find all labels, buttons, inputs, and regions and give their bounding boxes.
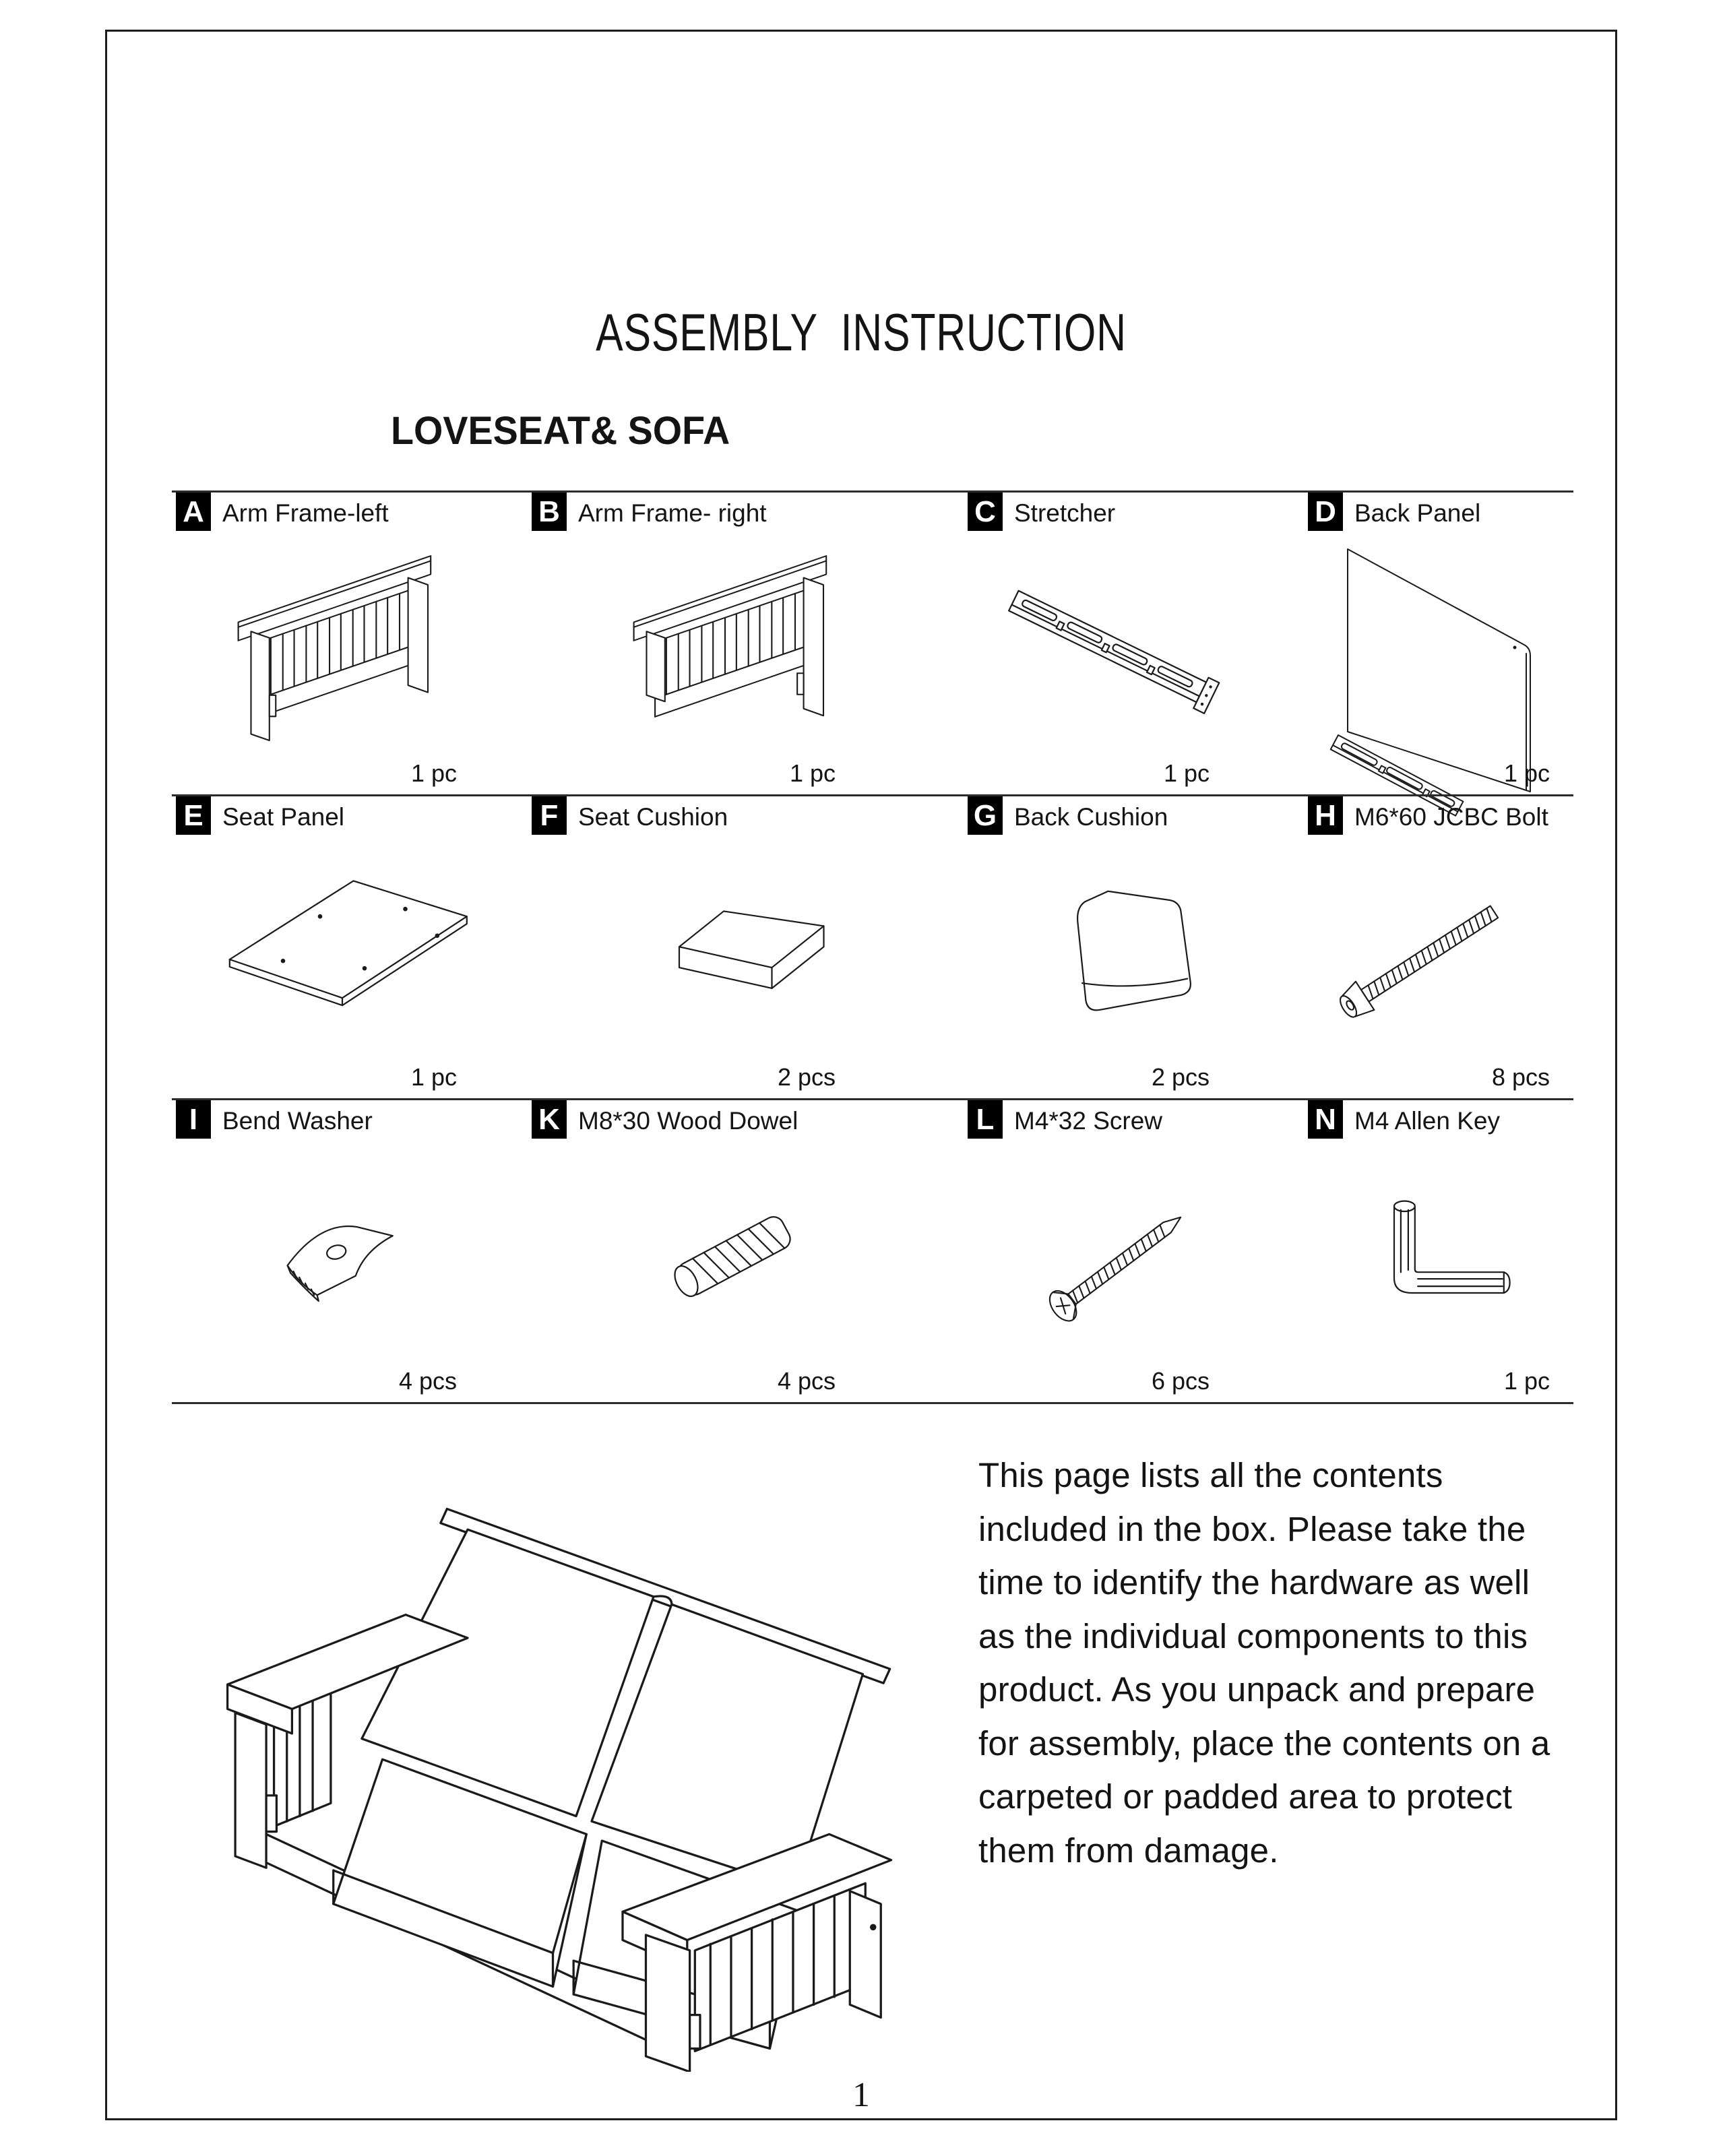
- arm-frame-right-illustration: [528, 534, 964, 762]
- part-cell-c: [964, 493, 1304, 794]
- part-header: [1304, 796, 1573, 835]
- bend-washer-illustration: [172, 1142, 528, 1370]
- part-qty-label: 1 pc: [1503, 1367, 1550, 1395]
- part-header: [172, 796, 528, 835]
- part-cell-a: [172, 493, 528, 794]
- seat-panel-illustration: [172, 838, 528, 1066]
- parts-row-2: [172, 794, 1573, 1098]
- part-qty-label: 1 pc: [1163, 759, 1210, 787]
- part-letter-badge: G: [968, 796, 1003, 835]
- part-name-label: Seat Cushion: [578, 803, 728, 831]
- part-letter-badge: C: [968, 493, 1003, 531]
- part-letter-badge: K: [532, 1100, 567, 1139]
- part-qty-label: 8 pcs: [1491, 1063, 1550, 1091]
- allen-key-illustration: [1304, 1142, 1573, 1370]
- part-cell-f: [528, 796, 964, 1098]
- part-name-label: Seat Panel: [222, 803, 345, 831]
- part-letter-badge: D: [1308, 493, 1343, 531]
- part-cell-d: [1304, 493, 1573, 794]
- part-name-label: M4*32 Screw: [1014, 1107, 1163, 1135]
- part-qty-label: 4 pcs: [398, 1367, 457, 1395]
- part-cell-b: [528, 493, 964, 794]
- part-qty-label: 1 pc: [1503, 759, 1550, 787]
- part-header: [964, 493, 1304, 531]
- screw-illustration: [964, 1142, 1304, 1370]
- arm-frame-left-illustration: [172, 534, 528, 762]
- part-name-label: Back Panel: [1354, 499, 1481, 527]
- part-name-label: Back Cushion: [1014, 803, 1168, 831]
- part-header: [1304, 1100, 1573, 1139]
- parts-table: [172, 490, 1573, 1404]
- wood-dowel-illustration: [528, 1142, 964, 1370]
- seat-cushion-illustration: [528, 838, 964, 1066]
- part-header: [964, 1100, 1304, 1139]
- loveseat-illustration: [189, 1408, 964, 2072]
- part-qty-label: 4 pcs: [777, 1367, 836, 1395]
- part-name-label: M8*30 Wood Dowel: [578, 1107, 798, 1135]
- part-name-label: Stretcher: [1014, 499, 1116, 527]
- part-header: [172, 493, 528, 531]
- part-name-label: Bend Washer: [222, 1107, 373, 1135]
- part-letter-badge: N: [1308, 1100, 1343, 1139]
- part-letter-badge: B: [532, 493, 567, 531]
- part-header: [528, 796, 964, 835]
- part-header: [964, 796, 1304, 835]
- contents-note: This page lists all the contents included in the box. Please take the time to identify the hardware as well as the individual components to this product. As you unpack and prepare for assembly, place the contents on a carpeted or padded area to protect them from damage.: [978, 1456, 1550, 1870]
- part-qty-label: 2 pcs: [1151, 1063, 1210, 1091]
- part-name-label: Arm Frame-left: [222, 499, 389, 527]
- part-header: [528, 493, 964, 531]
- part-cell-l: [964, 1100, 1304, 1402]
- part-cell-n: [1304, 1100, 1573, 1402]
- part-cell-g: [964, 796, 1304, 1098]
- part-letter-badge: I: [176, 1100, 211, 1139]
- back-cushion-illustration: [964, 838, 1304, 1066]
- part-qty-label: 6 pcs: [1151, 1367, 1210, 1395]
- back-panel-illustration: [1304, 534, 1573, 762]
- part-name-label: M4 Allen Key: [1354, 1107, 1500, 1135]
- part-qty-label: 1 pc: [410, 1063, 457, 1091]
- page-title: ASSEMBLY INSTRUCTION: [596, 303, 1127, 362]
- part-letter-badge: L: [968, 1100, 1003, 1139]
- part-header: [1304, 493, 1573, 531]
- part-header: [172, 1100, 528, 1139]
- stretcher-illustration: [964, 534, 1304, 762]
- page-number: 1: [852, 2076, 870, 2114]
- part-letter-badge: H: [1308, 796, 1343, 835]
- jcbc-bolt-illustration: [1304, 838, 1573, 1066]
- part-qty-label: 2 pcs: [777, 1063, 836, 1091]
- part-cell-e: [172, 796, 528, 1098]
- part-cell-i: [172, 1100, 528, 1402]
- part-letter-badge: A: [176, 493, 211, 531]
- parts-row-1: [172, 490, 1573, 794]
- part-cell-k: [528, 1100, 964, 1402]
- page-content: [105, 30, 1617, 2120]
- part-header: [528, 1100, 964, 1139]
- part-name-label: M6*60 JCBC Bolt: [1354, 803, 1548, 831]
- part-letter-badge: F: [532, 796, 567, 835]
- part-name-label: Arm Frame- right: [578, 499, 767, 527]
- part-letter-badge: E: [176, 796, 211, 835]
- product-subtitle: LOVESEAT& SOFA: [391, 409, 730, 453]
- part-qty-label: 1 pc: [410, 759, 457, 787]
- parts-row-3: [172, 1098, 1573, 1402]
- part-cell-h: [1304, 796, 1573, 1098]
- part-qty-label: 1 pc: [789, 759, 836, 787]
